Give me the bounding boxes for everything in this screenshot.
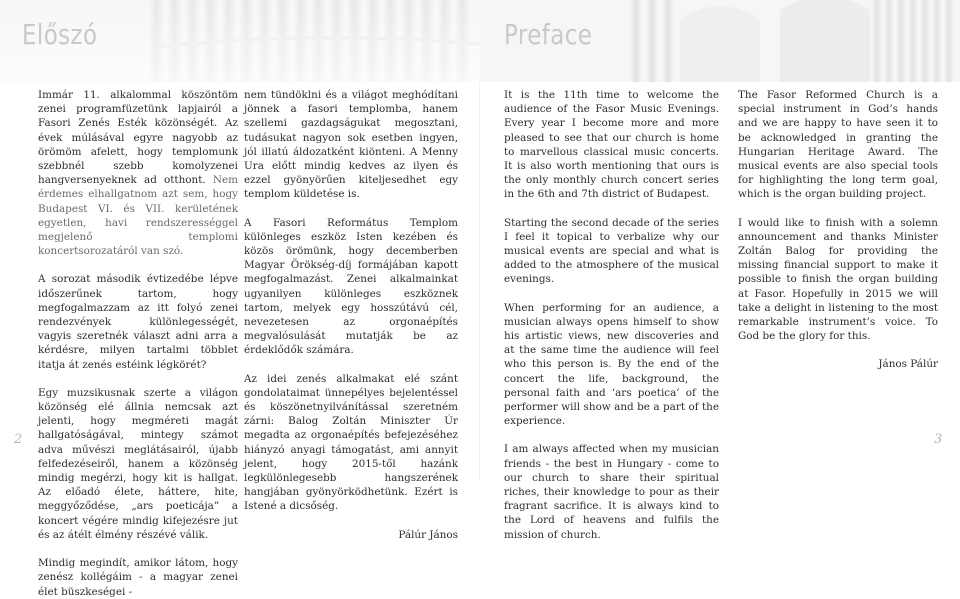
page-number-left: 2 xyxy=(14,432,23,447)
paragraph: Immár 11. alkalommal köszöntöm zenei programfüzetünk lapjairól a Fasori Zenés Esték közönségét. Az évek múlásával egyre nagyobb az örömöm afelett, hogy templomunk szebbnél szebb komolyzenei hangversenyeknek ad otthont. xyxy=(38,89,238,187)
right-column-1 xyxy=(504,88,719,542)
paragraph: It is the 11th time to welcome the audience of the Fasor Music Evenings. Every year I become more and more pleased to see that our church is home to marvellous classical music concerts. It is also worth mentioning that ours is the only monthly church concert series in the 6th and 7th district of Budapest. xyxy=(504,89,719,201)
page-number-right: 3 xyxy=(934,432,943,447)
left-page xyxy=(0,0,480,598)
paragraph: I would like to finish with a solemn announcement and thanks Minister Zoltán Balog for providing the missing financial support to make it possible to finish the organ building at Fasor. Hopefully in 2015 we will take a delight in listening to the most remarkable instrument’s voice. To God be the glory for this. xyxy=(738,216,938,343)
paragraph: Starting the second decade of the series I feel it topical to verbalize why our musical events are special and what is added to the atmosphere of the musical evenings. xyxy=(504,216,719,286)
paragraph: Mindig megindít, amikor látom, hogy zenész kollégáim - a magyar zenei élet büszkeségei - xyxy=(38,557,238,598)
left-column-2 xyxy=(244,88,458,556)
paragraph: Az idei zenés alkalmakat elé szánt gondolataimat ünnepélyes bejelentéssel és köszönetnyilvánítással szeretném zárni: Balog Zoltán Miniszter Úr megadta az orgonaépítés befejezéséhez hiányzó anyagi támogatást, ami annyit jelent, hogy 2015-től hazánk legkülönlegesebb hangszerének hangjában gyönyörködhetünk. Ezért is Istené a dicsőség. xyxy=(244,372,458,513)
signature-english: János Pálúr xyxy=(878,358,938,371)
page-title-eloszo: Előszó xyxy=(22,18,98,51)
signature-hungarian: Pálúr János xyxy=(398,528,458,541)
paragraph: When performing for an audience, a musician always opens himself to show his artistic views, new discoveries and at the same time the audience will feel who this person is. By the end of the concert the life, background, the personal faith and ‘ars poetica’ of the performer will show and be a part of the experience. xyxy=(504,301,719,428)
right-column-2 xyxy=(738,88,938,386)
left-column-1 xyxy=(38,88,238,599)
paragraph-muted: Nem érdemes elhallgatnom azt sem, hogy Budapest VI. és VII. kerületének egyetlen, havi rendszerességgel megjelenő templomi koncertsorozatáról van szó. xyxy=(38,174,238,258)
paragraph: I am always affected when my musician friends - the best in Hungary - come to our church to share their spiritual riches, their knowledge to pour as their fragrant sacrifice. It is always kind to the Lord of heavens and fulfils the mission of church. xyxy=(504,443,719,541)
page-title-preface: Preface xyxy=(504,18,593,51)
paragraph: The Fasor Reformed Church is a special instrument in God’s hands and we are happy to have seen it to be acknowledged in granting the Hungarian Heritage Award. The musical events are also special tools for highlighting the long term goal, which is the organ building project. xyxy=(738,89,938,201)
paragraph: A Fasori Református Templom különleges eszköz Isten kezében és közös örömünk, hogy decemberben Magyar Örökség-díj formájában kapott megfogalmazást. Zenei alkalmainkat ugyanilyen különleges eszköznek tartom, melyek egy hosszútávú cél, nevezetesen az orgonaépítés megvalósulását mutatják be az érdeklődők számára. xyxy=(244,216,458,357)
paragraph: A sorozat második évtizedébe lépve időszerűnek tartom, hogy megfogalmazzam az itt folyó zenei rendezvények különlegességét, vagyis szeretnék választ adni arra a kérdésre, milyen tartalmi többlet itatja át zenés estéink légkörét? xyxy=(38,273,238,371)
paragraph: nem tündöklni és a világot meghódítani jönnek a fasori templomba, hanem szellemi gazdagságukat megosztani, tudásukat nagyon sok esetben ingyen, jól illatú áldozatként kiönteni. A Menny Ura előtt mindig kedves az ilyen és ezzel gyönyörűen kiteljesedhet egy templom küldetése is. xyxy=(244,89,458,201)
paragraph: Egy muzsikusnak szerte a világon közönség elé állnia nemcsak azt jelenti, hogy megméreti magát hallgatóságával, mintegy számot adva művészi meglátásairól, újabb felfedezéseiről, hanem a közönség mindig megérzi, hogy kit is hallgat. Az előadó élete, háttere, hite, meggyőződése, „ars poeticája” a koncert végére mindig kifejezésre jut és az átélt élmény részévé válik. xyxy=(38,386,238,541)
